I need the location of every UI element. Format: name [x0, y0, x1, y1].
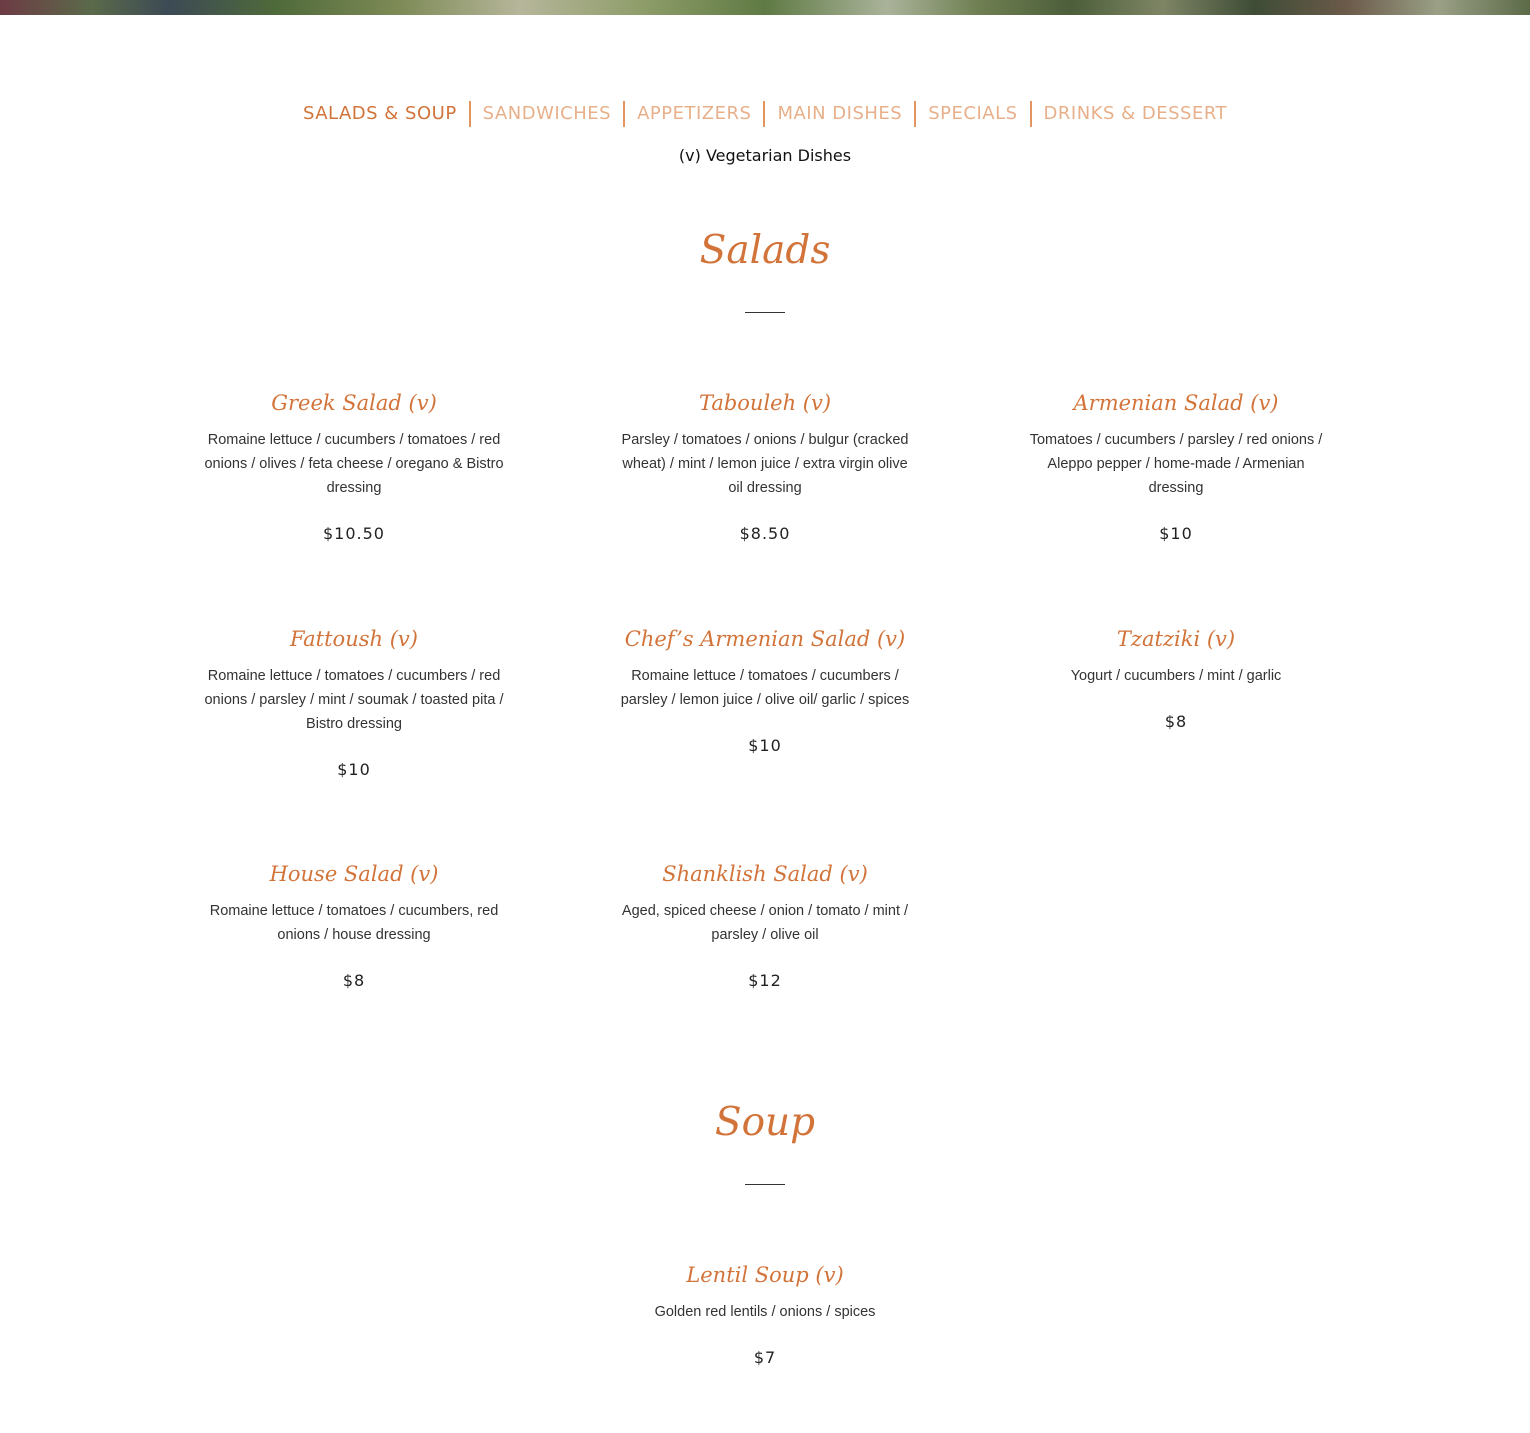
dish-price: $12: [748, 971, 782, 990]
hero-image-strip: [0, 0, 1530, 15]
menu-item-house-salad: [204, 859, 504, 990]
vegetarian-legend: (v) Vegetarian Dishes: [678, 146, 852, 165]
dish-price: $10: [1159, 524, 1193, 543]
menu-item-greek-salad: [204, 388, 504, 543]
dish-price: $8: [1164, 712, 1188, 731]
dish-name: House Salad (v): [269, 862, 439, 886]
dish-name: Chef’s Armenian Salad (v): [624, 627, 906, 651]
nav-sandwiches[interactable]: SANDWICHES: [482, 103, 612, 124]
section-divider: [745, 312, 785, 313]
dish-description: Romaine lettuce / tomatoes / cucumbers, red onions / house dressing: [209, 903, 499, 943]
menu-item-chefs-armenian-salad: [615, 624, 915, 755]
nav-main-dishes[interactable]: MAIN DISHES: [777, 103, 903, 124]
dish-name: Shanklish Salad (v): [662, 862, 868, 886]
dish-price: $10: [748, 736, 782, 755]
section-divider: [745, 1184, 785, 1185]
dish-name: Fattoush (v): [290, 627, 418, 651]
dish-description: Parsley / tomatoes / onions / bulgur (cracked wheat) / mint / lemon juice / extra virgin olive oil dressing: [621, 432, 909, 496]
menu-item-armenian-salad: [1026, 388, 1326, 543]
menu-item-shanklish-salad: [615, 859, 915, 990]
menu-item-lentil-soup: [615, 1260, 915, 1367]
dish-price: $7: [753, 1348, 777, 1367]
dish-price: $8.50: [739, 524, 791, 543]
menu-item-fattoush: [204, 624, 504, 779]
dish-description: Romaine lettuce / tomatoes / cucumbers / parsley / lemon juice / olive oil/ garlic / spices: [620, 668, 910, 708]
dish-name: Tabouleh (v): [698, 391, 832, 415]
dish-name: Armenian Salad (v): [1073, 391, 1279, 415]
menu-item-tzatziki: [1026, 624, 1326, 731]
dish-description: Romaine lettuce / cucumbers / tomatoes / red onions / olives / feta cheese / oregano & Bistro dressing: [204, 432, 504, 496]
menu-item-tabouleh: [615, 388, 915, 543]
nav-specials[interactable]: SPECIALS: [928, 103, 1018, 124]
dish-description: Tomatoes / cucumbers / parsley / red onions / Aleppo pepper / home-made / Armenian dressing: [1029, 432, 1323, 496]
dish-price: $10.50: [323, 524, 385, 543]
menu-category-nav: [0, 100, 1530, 128]
nav-drinks-dessert[interactable]: DRINKS & DESSERT: [1043, 103, 1228, 124]
dish-name: Lentil Soup (v): [686, 1263, 844, 1287]
dish-price: $8: [342, 971, 366, 990]
section-title-salads: Salads: [699, 228, 831, 273]
dish-description: Romaine lettuce / tomatoes / cucumbers / red onions / parsley / mint / soumak / toasted pita / Bistro dressing: [204, 668, 504, 732]
dish-description: Yogurt / cucumbers / mint / garlic: [1070, 668, 1282, 684]
nav-appetizers[interactable]: APPETIZERS: [637, 103, 752, 124]
dish-description: Aged, spiced cheese / onion / tomato / mint / parsley / olive oil: [621, 903, 909, 943]
section-title-soup: Soup: [714, 1100, 816, 1145]
nav-salads-soup[interactable]: SALADS & SOUP: [302, 103, 457, 124]
dish-name: Greek Salad (v): [271, 391, 437, 415]
dish-name: Tzatziki (v): [1116, 627, 1236, 651]
dish-description: Golden red lentils / onions / spices: [654, 1304, 876, 1320]
dish-price: $10: [337, 760, 371, 779]
